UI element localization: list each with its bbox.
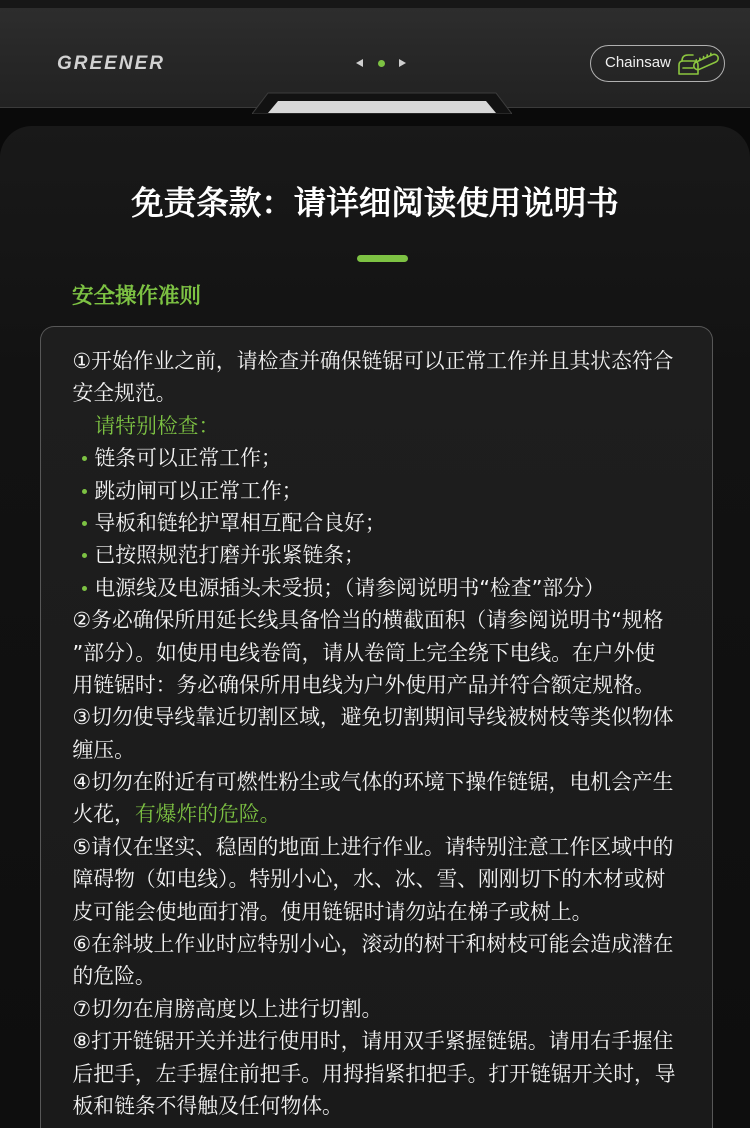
rule-item-2 [73, 604, 713, 701]
safety-rules-box [40, 326, 713, 1128]
rule-line: 缠压。 [72, 737, 135, 762]
rule-line-text: 火花， [72, 802, 135, 827]
rule-line [73, 798, 713, 830]
check-label: 请特别检查： [94, 413, 220, 438]
brand-logo: GREENER [57, 53, 165, 74]
chainsaw-icon [676, 49, 720, 77]
rule-item-4 [73, 766, 713, 831]
page-pager [352, 55, 412, 73]
rule-line: ③切勿使导线靠近切割区域，避免切割期间导线被树枝等类似物体 [72, 705, 674, 730]
title-underline [357, 255, 408, 262]
rule-item-6 [73, 928, 713, 993]
rule-item-5 [73, 831, 713, 928]
bullet-icon [82, 456, 87, 461]
rule-line: 安全规范。 [72, 381, 177, 406]
dot-icon [378, 60, 385, 67]
check-item [73, 442, 713, 474]
chainsaw-button[interactable] [590, 45, 725, 82]
explosion-warning: 有爆炸的危险。 [134, 802, 281, 827]
rule-line: ⑤请仅在坚实、稳固的地面上进行作业。请特别注意工作区域中的 [72, 834, 674, 859]
check-item-text: 跳动闸可以正常工作； [94, 478, 303, 503]
rule-item-7 [73, 993, 713, 1025]
bullet-icon [82, 521, 87, 526]
chainsaw-button-label: Chainsaw [605, 54, 671, 71]
rule-item-8 [73, 1025, 713, 1122]
rule-line: ⑦切勿在肩膀高度以上进行切割。 [72, 996, 383, 1021]
bullet-icon [82, 586, 87, 591]
check-item [73, 539, 713, 571]
check-item-text: 导板和链轮护罩相互配合良好； [94, 510, 386, 535]
rule-line: 板和链条不得触及任何物体。 [72, 1093, 343, 1118]
rule-line: 皮可能会使地面打滑。使用链锯时请勿站在梯子或树上。 [72, 899, 593, 924]
rule-line: ①开始作业之前，请检查并确保链锯可以正常工作并且其状态符合 [72, 349, 674, 373]
check-item-text: 电源线及电源插头未受损；（请参阅说明书“检查”部分） [94, 575, 605, 600]
page-title: 免责条款：请详细阅读使用说明书 [131, 184, 619, 222]
rule-line: ”部分）。如使用电线卷筒，请从卷筒上完全绕下电线。在户外使 [72, 640, 656, 665]
rule-line: 的危险。 [72, 964, 156, 989]
rule-line: 障碍物（如电线）。特别小心，水、冰、雪、刚刚切下的木材或树 [72, 867, 666, 892]
rule-item-3 [73, 701, 713, 766]
bullet-icon [82, 553, 87, 558]
check-item-text: 链条可以正常工作； [94, 446, 282, 471]
check-item-text: 已按照规范打磨并张紧链条； [94, 543, 365, 568]
triangle-right-icon[interactable] [399, 59, 406, 67]
rule-item-1 [73, 345, 713, 604]
tab-indicator [252, 92, 512, 114]
rule-line: 用链锯时：务必确保所用电线为户外使用产品并符合额定规格。 [72, 672, 655, 697]
bullet-icon [82, 489, 87, 494]
rule-line: ⑧打开链锯开关并进行使用时，请用双手紧握链锯。请用右手握住 [72, 1029, 674, 1054]
check-item [73, 507, 713, 539]
rule-line: ④切勿在附近有可燃性粉尘或气体的环境下操作链锯，电机会产生 [72, 770, 674, 795]
section-heading: 安全操作准则 [72, 284, 202, 309]
rule-line: 后把手，左手握住前把手。用拇指紧扣把手。打开链锯开关时，导 [72, 1061, 676, 1086]
rule-line: ②务必确保所用延长线具备恰当的横截面积（请参阅说明书“规格 [72, 608, 664, 633]
triangle-left-icon[interactable] [356, 59, 363, 67]
check-item [73, 572, 713, 604]
header-top-strip [0, 0, 750, 8]
check-item [73, 475, 713, 507]
rule-line: ⑥在斜坡上作业时应特别小心，滚动的树干和树枝可能会造成潜在 [72, 932, 674, 957]
